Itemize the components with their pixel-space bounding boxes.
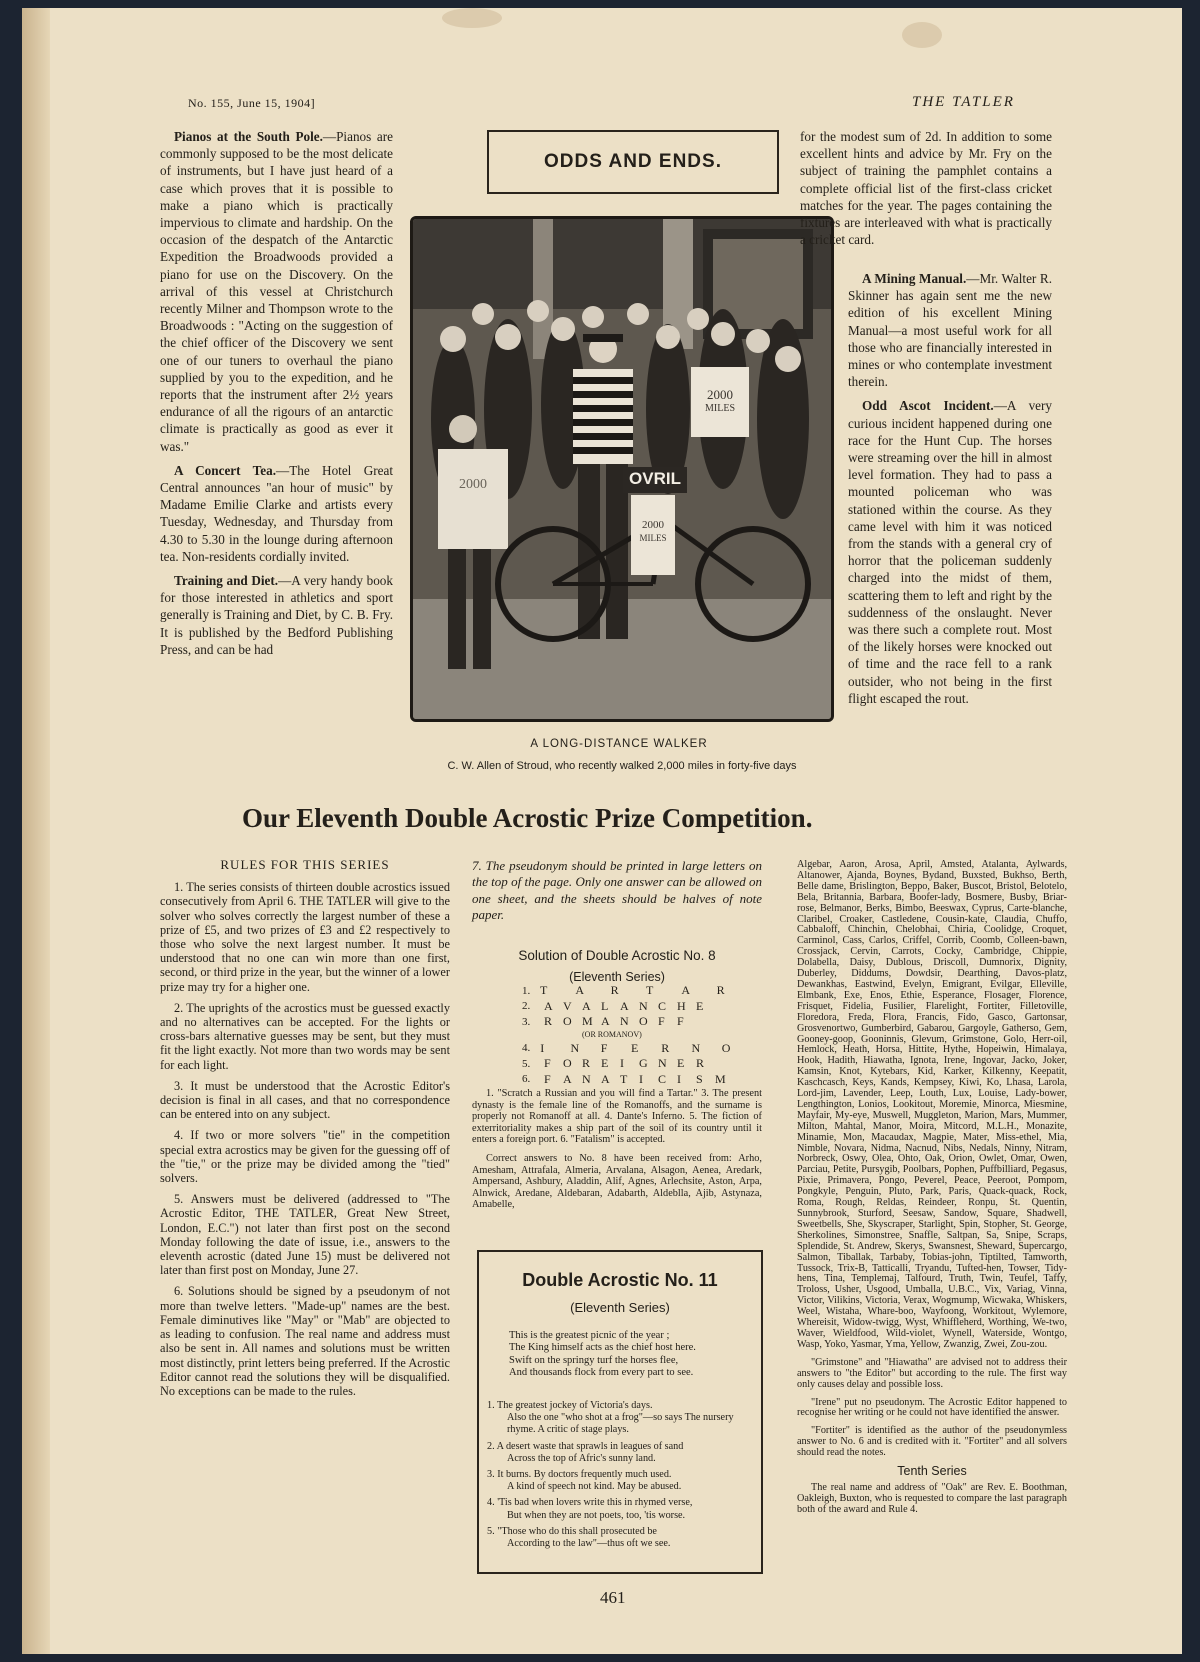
concert-heading: A Concert Tea. [174, 462, 276, 478]
acrostic-letter: C [658, 1071, 667, 1086]
clue-line: Across the top of Afric's sunny land. [507, 1452, 656, 1464]
tenth-series-text: The real name and address of "Oak" are Rev. E. Boothman, Oakleigh, Buxton, who is requested to compare the last paragraph both of the award and Rule 4. [797, 1481, 1067, 1515]
note-irene: "Irene" put no pseudonym. The Acrostic Editor happened to recognise her writing or he could not have identified the answer. [797, 1396, 1067, 1419]
right-column-top [800, 128, 1052, 255]
acrostic-row-number: 2. [522, 1000, 531, 1013]
acrostic-letter: A [582, 998, 591, 1013]
ascot-heading: Odd Ascot Incident. [862, 398, 994, 414]
acrostic-letter: O [563, 1056, 572, 1071]
tenth-series-heading: Tenth Series [897, 1464, 967, 1479]
clue [487, 1469, 753, 1493]
double-acrostic-box [477, 1250, 763, 1574]
right-column [848, 270, 1052, 714]
walker-photograph [410, 216, 834, 722]
verse-line: Swift on the springy turf the horses flee, [509, 1354, 679, 1366]
rule-3: 3. It must be understood that the Acrostic Editor's decision is final in all cases, and that no correspondence can be entered into on any subject. [160, 1078, 450, 1122]
note-grimstone: "Grimstone" and "Hiawatha" are advised not to address their answers to "the Editor" but according to the rule. The first way only causes delay and possible loss. [797, 1356, 1067, 1390]
clue-line: 4. 'Tis bad when lovers write this in rhymed verse, [487, 1497, 693, 1509]
clue [487, 1526, 753, 1550]
acrostic-row-number: 4. [522, 1042, 531, 1055]
note-fortiter: "Fortiter" is identified as the author of the pseudonymless answer to No. 6 and is credited with it. "Fortiter" and all solvers should read the notes. [797, 1425, 1067, 1459]
page-number: 461 [600, 1588, 626, 1607]
acrostic-letter: F [544, 1071, 551, 1086]
mining-body: —Mr. Walter R. Skinner has again sent me the new edition of his excellent Mining Manual—a most useful work for all those who are financially interested in mines or who contemplate investment therein. [848, 271, 1052, 390]
clue-line: 2. A desert waste that sprawls in leagues of sand [487, 1440, 684, 1452]
page-spine [22, 8, 50, 1654]
sign-2000-boy: 2000 [459, 477, 487, 492]
acrostic-letter: E [677, 1056, 685, 1071]
acrostic-letter: F [658, 1014, 665, 1029]
correct-answers-list: Correct answers to No. 8 have been received from: Arho, Amesham, Attrafala, Almeria, Arvalana, Alsagon, Aenea, Aredark, Ampersand, Ashbury, Aladdin, Alif, Agnes, Arlechsite, Aston, Arpa, Alnwick, Aredane, Aldebaran, Adabarth, Aldeblla, Ajib, Astynaza, Amabelle, [472, 1152, 762, 1211]
acrostic-row [522, 1041, 752, 1057]
training-body: —A very handy book for those interested in athletics and sport generally is Training and Diet, by C. B. Fry. It is published by the Bedford Publishing Press, and can be had [160, 573, 393, 657]
ovril-sign: OVRIL [629, 469, 681, 488]
acrostic-letter: N [639, 998, 648, 1013]
acrostic-letter: I [677, 1071, 681, 1086]
solution-title: Solution of Double Acrostic No. 8 [518, 948, 716, 963]
rule-1: 1. The series consists of thirteen double acrostics issued consecutively from April 6. THE TATLER will give to the solver who solves correctly the largest number of these a prize of £5, and two prizes of £3 and £2 respectively to those who solve the next largest number. It must be understood that no one can win more than one first, second, or third prize in the year, but the winner of a lower prize may try for a higher one. [160, 880, 450, 994]
acrostic-row-number: 3. [522, 1015, 531, 1028]
acrostic-row-number: 6. [522, 1073, 531, 1086]
competition-headline: Our Eleventh Double Acrostic Prize Competition. [242, 803, 813, 833]
acrostic-letter: L [601, 998, 609, 1013]
acrostic-row [522, 1056, 752, 1072]
acrostic-letter: R [661, 1040, 670, 1055]
acrostic-letter: T [645, 983, 654, 998]
verse-line: This is the greatest picnic of the year ; [509, 1330, 670, 1341]
acrostic-letter: N [570, 1040, 580, 1055]
acrostic-row [522, 983, 752, 999]
acrostic-letter: S [696, 1071, 703, 1086]
paper-stain [902, 22, 942, 48]
clue-line: 5. "Those who do this shall prosecuted be [487, 1525, 657, 1537]
sign-2000-upper: 2000 [707, 387, 733, 402]
acrostic-clues [487, 1400, 753, 1554]
acrostic-letter: T [540, 983, 548, 998]
acrostic-letter: F [600, 1040, 608, 1055]
acrostic-letter: A [575, 983, 584, 998]
acrostic-letter: R [696, 1056, 705, 1071]
acrostic-letter: H [677, 998, 686, 1013]
acrostic-letter: N [658, 1056, 667, 1071]
acrostic-letter: R [544, 1014, 553, 1029]
magazine-page [22, 8, 1182, 1654]
clue-line: According to the law"—thus oft we see. [507, 1538, 671, 1550]
acrostic-letter: V [563, 998, 572, 1013]
mining-heading: A Mining Manual. [862, 271, 967, 286]
clue [487, 1400, 753, 1437]
rules-column [160, 858, 450, 1405]
solution-notes-text: 1. "Scratch a Russian and you will find a Tartar." 3. The present dynasty is the female line of the Romanoffs, and the surname is properly not Romanoff at all. 4. Dante's Inferno. 5. The fiction of exterritoriality makes a ship part of the soil of its country until it enters a foreign port. 6. "Fatalism" is accepted. [472, 1088, 762, 1146]
solver-names: Algebar, Aaron, Arosa, April, Amsted, Atalanta, Aylwards, Altanower, Ajanda, Boynes, Bydand, Buxsted, Bukhso, Berth, Belle dame, Brislington, Beppo, Baker, Buscot, Bristol, Belotelo, Bela, Britannia, Barbara, Boofer-lady, Bosmere, Busby, Briar-rose, Belmanor, Berks, Bimbo, Beeswax, Cyprus, Carte-blanche, Claribel, Croaker, Castledene, Cousin-kate, Claudia, Chuffo, Cabbaloff, Chinchin, Chelobhai, Chiria, Coolidge, Croquet, Carminol, Cass, Carlos, Criffel, Corrib, Coomb, Colleen-bawn, Crossjack, Cervin, Carrots, Cocky, Cambridge, Chippie, Dolabella, Daisy, Dublous, Driscoll, Dumnorix, Dignity, Duberley, Diddums, Dowdsir, Dearthing, Davos-platz, Dewankhas, Eastwind, Evelyn, Emigrant, Evilgar, Elleville, Elmbank, Exe, Enos, Ethie, Esperance, Flosager, Florence, Frisquet, Fidelia, Fusilier, Flarelight, Fortiter, Filletoville, Floredora, Freda, Flora, Francis, Fido, Gasco, Gartonsar, Grosvenortwo, Gumberbird, Gabarou, Gargoyle, Gatherso, Gem, Gooney-goop, Gooninnis, Glevum, Grimstone, Golo, Herr-oil, Hemlock, Heath, Horsa, Hittite, Hythe, Hopeiwin, Himalaya, Hook, Hadith, Hiawatha, Ignota, Irene, Ingovar, Jacko, Joker, Kamsin, Knot, Kytebars, Kid, Karker, Kilkenny, Keepatit, Kaschcasch, Keys, Kands, Kempsey, Kiwi, Ko, Lhasa, Larola, Lord-jim, Lavender, Leep, Louth, Lux, Louise, Lady-bower, Lengthington, Lonios, Lookitout, Moremie, Minorca, Miesmine, Mayfair, My-eye, Muswell, Muggleton, Marion, Mars, Mummer, Milton, Mahtal, Manor, Moira, Mitcord, M.L.H., Monazite, Minamie, Mon, Macaudax, Magpie, Mater, Miss-ethel, Mia, Nimble, Novara, Nidma, Nacnud, Nibs, Nedals, Ninny, Nitram, Norbreck, Oswy, Olea, Ohto, Oak, Orion, Owlet, Omar, Owen, Parciau, Petite, Pursygib, Poolbars, Pophen, Puffbilliard, Pegasus, Pixie, Primavera, Pongo, Peverel, Peace, Peeroot, Pompom, Pongkyle, Penguin, Pluto, Park, Paris, Quack-quack, Rock, Roma, Rough, Reldas, Reindeer, Ronpu, St. Quentin, Sunnybrook, Sturford, Seesaw, Sandow, Square, Shadwell, Sweetbells, She, Skyscraper, Starlight, Spin, Stopher, St. George, Sherkolines, Simonstree, Snaffle, Saltpan, Sa, Snipe, Scraps, Splendide, St. Andrew, Skerys, Swansnest, Sheward, Supercargo, Salmon, Tiballak, Tarbaby, Tobias-john, Tiptilted, Tamworth, Tussock, Trix-B, Tatticalli, Tryandu, Tufted-hen, Towser, Tidy-hens, Tina, Templemaj, Talfourd, Truth, Twin, Teufel, Taffy, Troloss, Usher, Usgood, Umballa, U.B.C., Vix, Variag, Vinna, Victor, Vilikins, Victoria, Verax, Wogmump, Wicwaka, Whiskers, Weel, Wistaha, Whare-boo, Wayfoong, Workitout, Wylemore, Whereisit, Widow-twigg, Wyst, Whiffleherd, Worthing, We-two, Waver, Wieldfood, Wild-violet, Wynell, Waterside, Wontgo, Wasp, Yoko, Yasmar, Yma, Yellow, Zwanzig, Zwei, Zou-zou. [797, 859, 1067, 1350]
acrostic-letter: N [691, 1040, 701, 1055]
concert-body: —The Hotel Great Central announces "an hour of music" by Madame Emilie Clarke and artists every Tuesday, Wednesday, and Thursday from 4.30 to 5.30 in the lounge during afternoon tea. Non-residents cordially invited. [160, 462, 393, 564]
acrostic-letter: O [639, 1014, 648, 1029]
sign-2000: 2000 [642, 519, 664, 531]
clue [487, 1497, 753, 1521]
acrostic-letter: G [639, 1056, 648, 1071]
acrostic-11-series: (Eleventh Series) [570, 1300, 670, 1315]
sign-miles: MILES [639, 533, 667, 543]
walker-photo-illustration [413, 219, 831, 719]
rule-6: 6. Solutions should be signed by a pseudonym of not more than twelve letters. "Made-up" names are the best. Female diminutives like "May" or "Mab" are objected to as leading to confusion. The real name and address must also be sent in. All names and solutions must be written most distinctly, print letters being preferred. If the Acrostic Editor cannot read the solutions they will be disqualified. No exceptions can be made to the rules. [160, 1284, 450, 1398]
photo-caption-title: A LONG-DISTANCE WALKER [530, 738, 708, 750]
acrostic-letter: O [563, 1014, 572, 1029]
acrostic-letter: F [677, 1014, 684, 1029]
acrostic-letter: A [681, 983, 690, 998]
rule-5: 5. Answers must be delivered (addressed to "The Acrostic Editor, THE TATLER, Great New Street, London, E.C.") not later than first post on the second Monday following the date of issue, i.e., answers to the eleventh acrostic (dated June 15) must be delivered not later than first post on Monday, June 27. [160, 1192, 450, 1278]
acrostic-letter: M [715, 1071, 726, 1086]
clue-line: A kind of speech not kind. May be abused. [507, 1481, 682, 1493]
left-column [160, 128, 393, 665]
verse-line: And thousands flock from every part to see. [509, 1367, 694, 1379]
paper-stain [442, 8, 502, 28]
training-heading: Training and Diet. [174, 573, 279, 589]
clue-line: 1. The greatest jockey of Victoria's days. [487, 1400, 653, 1411]
rules-heading: RULES FOR THIS SERIES [220, 857, 390, 872]
acrostic-letter: I [540, 1040, 545, 1055]
clue [487, 1441, 753, 1465]
issue-header: No. 155, June 15, 1904] [188, 96, 316, 110]
verse-line: The King himself acts as the chief host here. [509, 1342, 696, 1354]
photo-caption-subtitle: C. W. Allen of Stroud, who recently walked 2,000 miles in forty-five days [447, 760, 797, 772]
pianos-body: —Pianos are commonly supposed to be the most delicate of instruments, but I have just heard of a case which proves that it is possible to make a piano which is practically impervious to climate and hardship. On the occasion of the despatch of the Antarctic Expedition the Broadwoods provided a piano for use on the Discovery. On the arrival of this vessel at Christchurch recently Milner and Thompson wrote to the Broadwoods : "Acting on the suggestion of the chief officer of the Discovery we sent one of our tuners to overhaul the piano supplied by you to the expedition, and he reports that the instrument after 2½ years endurance of all the rigours of an antarctic climate is practically as good as ever it was." [160, 129, 393, 454]
or-romanov-note: (OR ROMANOV) [582, 1029, 642, 1039]
acrostic-row [522, 1014, 752, 1030]
acrostic-letter: R [582, 1056, 591, 1071]
acrostic-11-title: Double Acrostic No. 11 [522, 1270, 718, 1290]
pianos-heading: Pianos at the South Pole. [174, 129, 323, 144]
acrostic-letter: M [582, 1014, 593, 1029]
acrostic-letter: T [620, 1071, 628, 1086]
clue-line: Also the one "who shot at a frog"—so says The nursery rhyme. A critic of stage plays. [507, 1412, 734, 1436]
solution-notes [472, 1088, 762, 1218]
rule-7: 7. The pseudonym should be printed in large letters on the top of the page. Only one answer can be allowed on one sheet, and the sheets should be halves of note paper. [472, 858, 762, 923]
acrostic-letter: F [544, 1056, 551, 1071]
acrostic-letter: O [721, 1040, 731, 1055]
solution-series: (Eleventh Series) [569, 970, 665, 984]
acrostic-letter: E [601, 1056, 609, 1071]
sign-miles-upper: MILES [705, 403, 735, 414]
acrostic-letter: I [639, 1071, 643, 1086]
odds-and-ends-box: ODDS AND ENDS. [487, 130, 779, 194]
acrostic-letter: C [658, 998, 667, 1013]
acrostic-letter: I [620, 1056, 624, 1071]
magazine-title: THE TATLER [912, 94, 1015, 110]
clue-line: But when they are not poets, too, 'tis worse. [507, 1509, 686, 1521]
acrostic-row [522, 999, 752, 1015]
acrostic-letter: N [582, 1071, 591, 1086]
clue-line: 3. It burns. By doctors frequently much used. [487, 1469, 672, 1481]
acrostic-solution-grid [522, 983, 752, 1087]
acrostic-row-number: 1. [522, 984, 531, 997]
ascot-body: —A very curious incident happened during one race for the Hunt Cup. The horses were streaming over the hill in almost level formation. They had to pass a mounted policeman who was stationed within the course. As they came level with him it was noticed from the stands with a general cry of horror that the policeman suddenly charged into the midst of them, scattering them to left and right by the suddenness of the onslaught. Never was there such a complete rout. Most of the likely horses were knocked out of time and the race fell to a rank outsider, who not being in the first flight escaped the rout. [848, 398, 1052, 706]
acrostic-letter: A [544, 998, 553, 1013]
acrostic-verse [509, 1330, 749, 1380]
names-column [797, 860, 1067, 1523]
acrostic-letter: E [631, 1040, 639, 1055]
fry-continuation: for the modest sum of 2d. In addition to some excellent hints and advice by Mr. Fry on the subject of training the pamphlet contains a complete official list of the first-class cricket matches for the year. The pages containing the fixtures are interleaved with what is practically a cricket card. [800, 129, 1052, 248]
acrostic-letter: A [563, 1071, 572, 1086]
acrostic-letter: E [696, 998, 704, 1013]
acrostic-letter: A [601, 1014, 610, 1029]
acrostic-letter: A [620, 998, 629, 1013]
acrostic-letter: R [716, 983, 725, 998]
rule-2: 2. The uprights of the acrostics must be guessed exactly and no alternatives can be accepted. For the lights or cross-bars alternative guesses may be sent, but they must fit the light exactly. Not more than two words may be sent for each light. [160, 1000, 450, 1072]
acrostic-row [522, 1072, 752, 1088]
acrostic-letter: A [601, 1071, 610, 1086]
acrostic-letter: N [620, 1014, 629, 1029]
acrostic-row-number: 5. [522, 1057, 531, 1070]
acrostic-letter: R [610, 983, 619, 998]
rule-4: 4. If two or more solvers "tie" in the competition special extra acrostics may be given for the guessing off of the "tie," or the prize may be divided among the "tied" solvers. [160, 1128, 450, 1186]
